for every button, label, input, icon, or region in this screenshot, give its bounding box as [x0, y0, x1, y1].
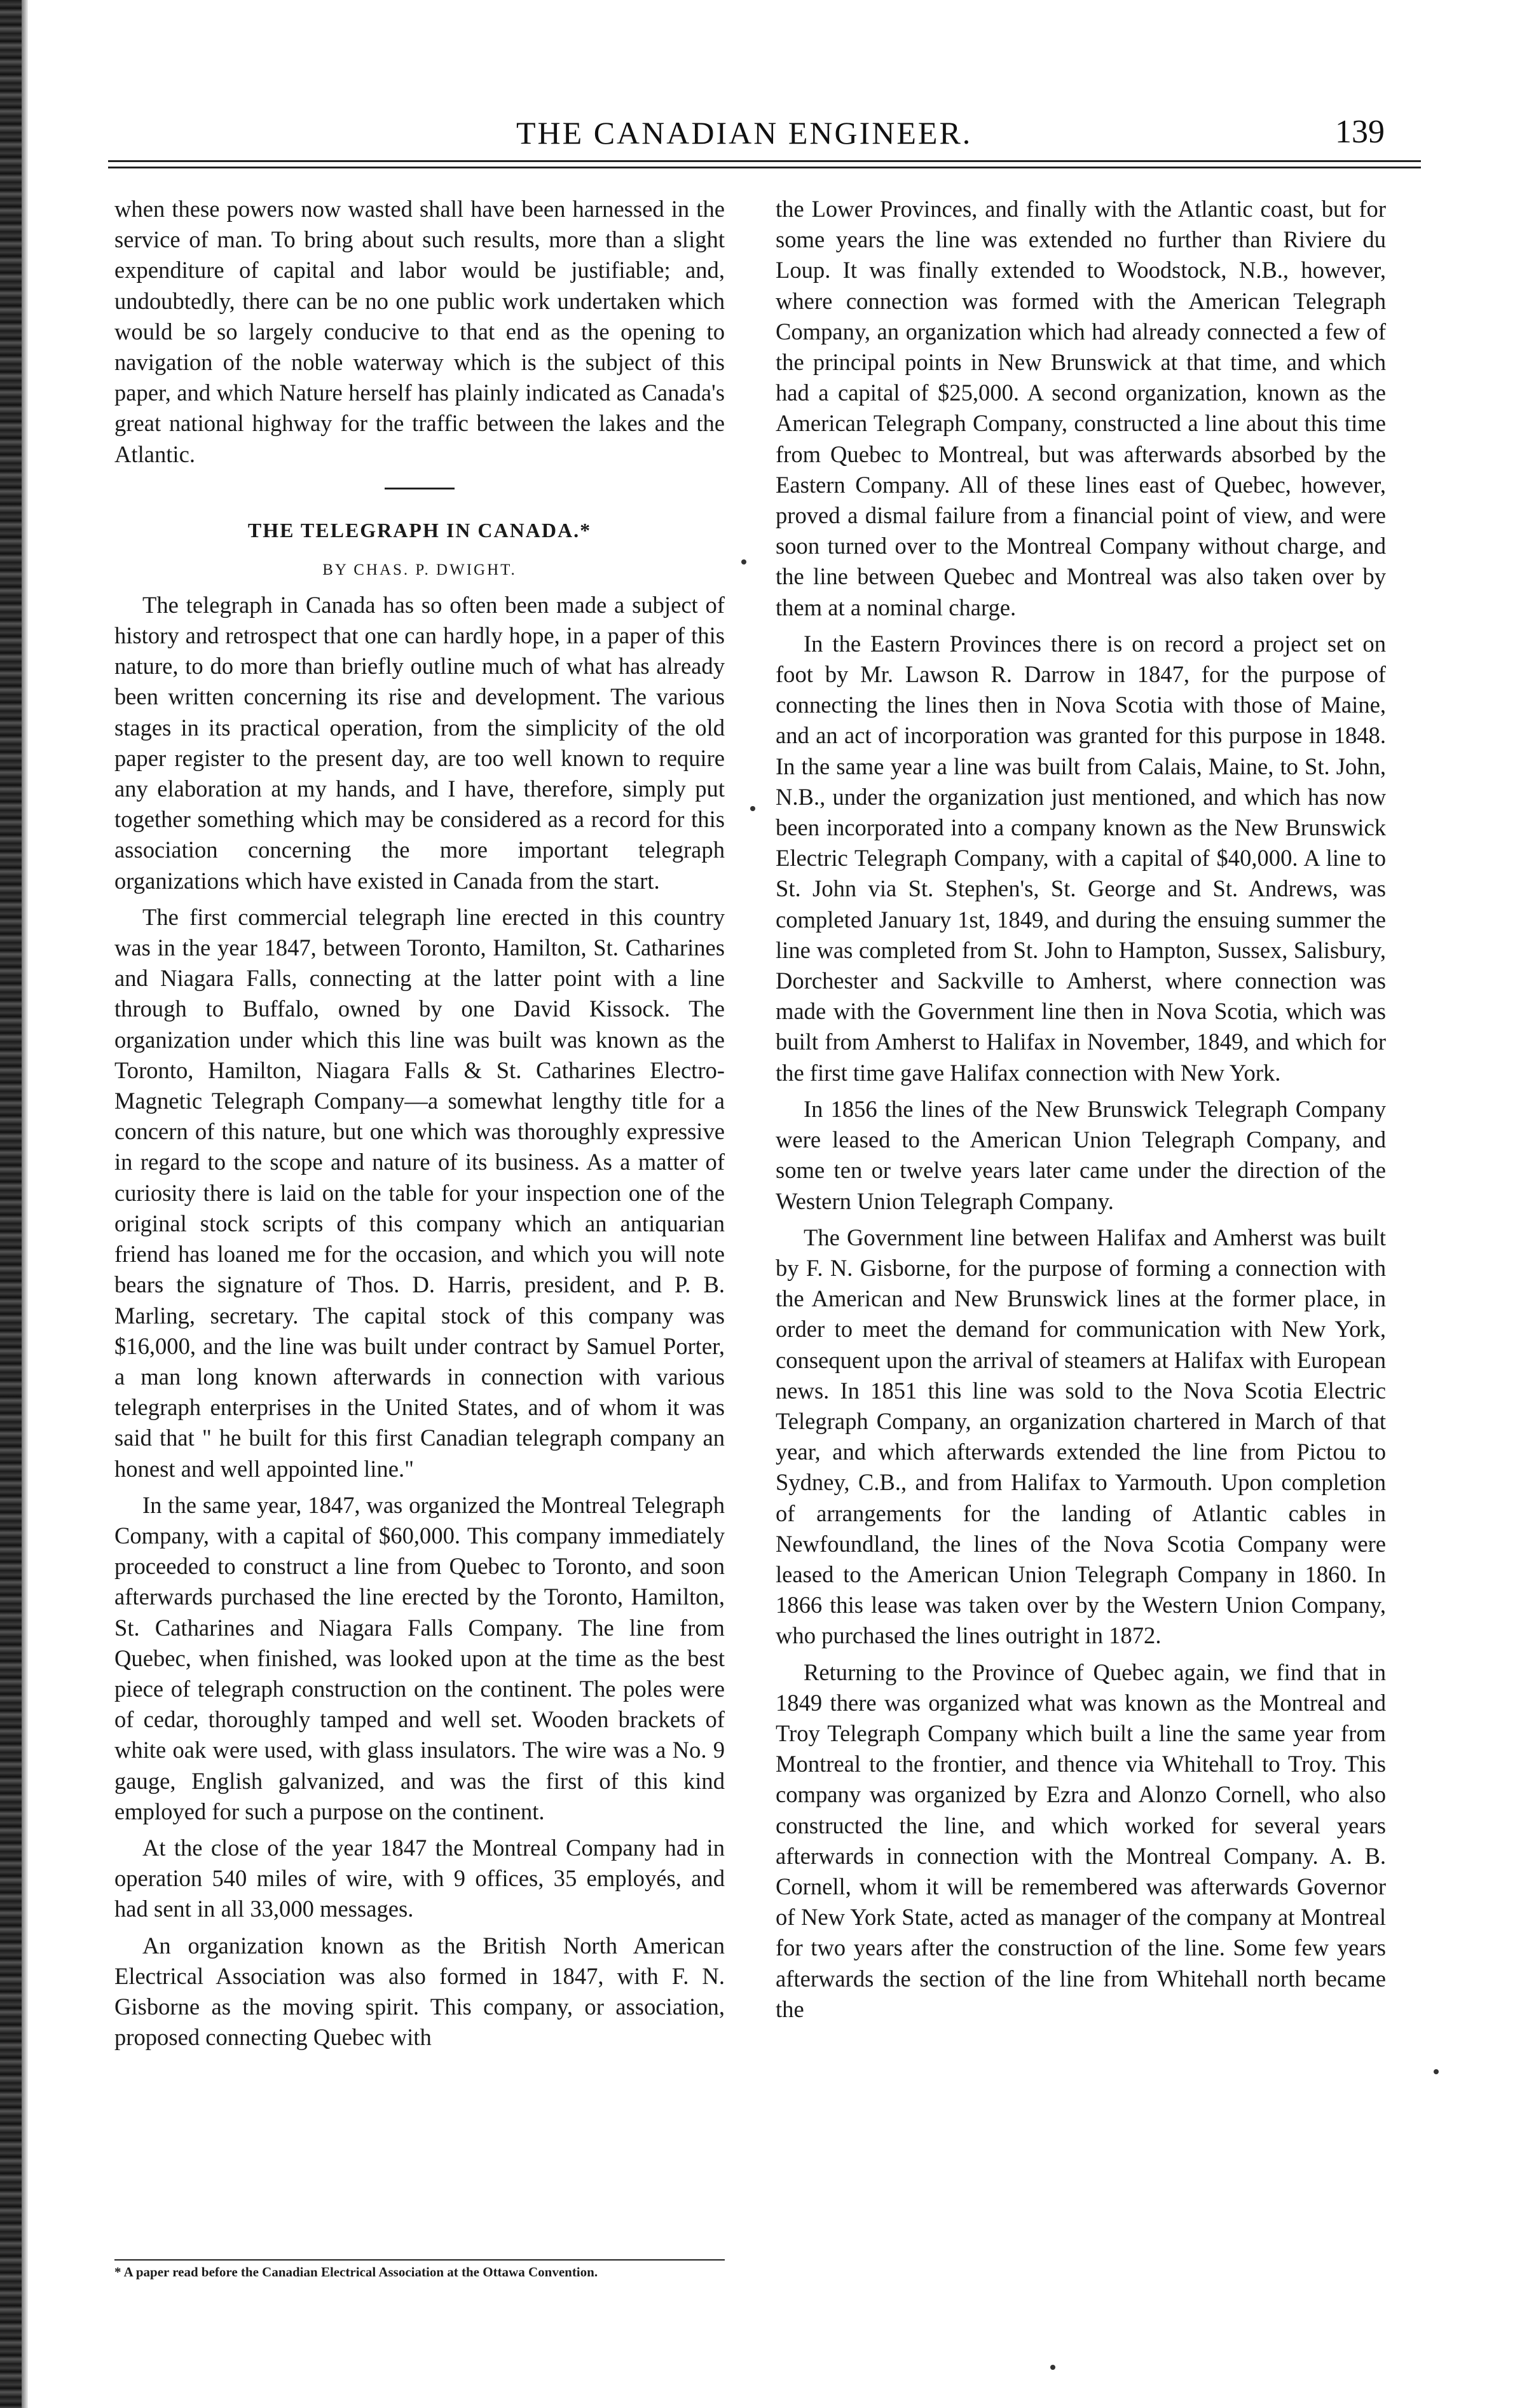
paragraph-intro: The telegraph in Canada has so often been made a subject of history and retrospect that one can hardly hope, in a paper of this nature, to do more than briefly outline much of what has already been written concerning its rise and development. The various stages in its practical operation, from the simplicity of the old paper register to the present day, are too well known to require any elaboration at my hands, and I have, therefore, simply put together something which may be considered as a record for this association concerning the more important telegraph organizations which have existed in Canada from the start. [114, 591, 725, 894]
page-number: 139 [1335, 114, 1385, 150]
running-title: THE CANADIAN ENGINEER. [516, 115, 973, 151]
left-column [114, 194, 725, 2053]
print-speck [1434, 2069, 1439, 2074]
article-byline: BY CHAS. P. DWIGHT. [322, 561, 517, 578]
header-rule-top [108, 160, 1421, 162]
scanned-page-edge [0, 0, 22, 2408]
paragraph-1856-lease: In 1856 the lines of the New Brunswick Telegraph Company were leased to the American Union Telegraph Company, and some ten or twelve years later came under the direction of the Western Union Telegraph Company. [776, 1095, 1386, 1214]
paragraph-british-north-american: An organization known as the British North American Electrical Association was also formed in 1847, with F. N. Gisborne as the moving spirit. This company, or association, proposed connecting Quebec with [114, 1932, 725, 2051]
section-divider [385, 488, 455, 489]
paragraph-1847-statistics: At the close of the year 1847 the Montreal Company had in operation 540 miles of wire, with 9 offices, 35 employés, and had sent in all 33,000 messages. [114, 1834, 725, 1922]
paragraph-montreal-company: In the same year, 1847, was organized the Montreal Telegraph Company, with a capital of $60,000. This company immediately proceeded to construct a line from Quebec to Toronto, and soon afterwards purchased the line erected by the Toronto, Hamilton, St. Catharines and Niagara Falls Company. The line from Quebec, when finished, was looked upon at the time as the best piece of telegraph construction on the continent. The poles were of cedar, thoroughly tamped and well set. Wooden brackets of white oak were used, with glass insulators. The wire was a No. 9 gauge, English galvanized, and was the first of this kind employed for such a purpose on the continent. [114, 1491, 725, 1824]
paragraph-eastern-provinces: In the Eastern Provinces there is on record a project set on foot by Mr. Lawson R. Darrow in 1847, for the purpose of connecting the lines then in Nova Scotia with those of Maine, and an act of incorporation was granted for this purpose in 1848. In the same year a line was built from Calais, Maine, to St. John, N.B., under the organization just mentioned, and which has now been incorporated into a company known as the New Brunswick Electric Telegraph Company, with a capital of $40,000. A line to St. John via St. Stephen's, St. George and St. Andrews, was completed January 1st, 1849, and during the ensuing summer the line was completed from St. John to Hampton, Sussex, Salisbury, Dorchester and Sackville to Amherst, where connection was made with the Government line then in Nova Scotia, which was built from Amherst to Halifax in November, 1849, and which for the first time gave Halifax connection with New York. [776, 630, 1386, 1086]
paragraph-government-line: The Government line between Halifax and Amherst was built by F. N. Gisborne, for the purpose of forming a connection with the American and New Brunswick lines at the former place, in order to meet the demand for communication with New York, consequent upon the arrival of steamers at Halifax with European news. In 1851 this line was sold to the Nova Scotia Electric Telegraph Company, an organization chartered in March of that year, and which afterwards extended the line from Pictou to Sydney, C.B., and from Halifax to Yarmouth. Upon completion of arrangements for the landing of Atlantic cables in Newfoundland, the lines of the Nova Scotia Company were leased to the American Union Telegraph Company in 1860. In 1866 this lease was taken over by the Western Union Company, who purchased the lines outright in 1872. [776, 1224, 1386, 1649]
right-column [776, 194, 1386, 2025]
paragraph-waterway-conclusion: when these powers now wasted shall have been harnessed in the service of man. To bring about such results, more than a slight expenditure of capital and labor would be justifiable; and, undoubtedly, there can be no one public work undertaken which would be so largely conducive to that end as the opening to navigation of the noble waterway which is the subject of this paper, and which Nature herself has plainly indicated as Canada's great national highway for the traffic between the lakes and the Atlantic. [114, 196, 725, 467]
print-speck [741, 559, 746, 564]
article-title: THE TELEGRAPH IN CANADA.* [247, 518, 592, 542]
footnote-rule [114, 2259, 725, 2261]
print-speck [750, 806, 755, 811]
page-edge-shadow [22, 0, 28, 2408]
footnote: * A paper read before the Canadian Electrical Association at the Ottawa Convention. [114, 2264, 598, 2280]
paragraph-lower-provinces: the Lower Provinces, and finally with the Atlantic coast, but for some years the line was extended no further than Riviere du Loup. It was finally extended to Woodstock, N.B., however, where connection was formed with the American Telegraph Company, an organization which had already connected a few of the principal points in New Brunswick at that time, and which had a capital of $25,000. A second organization, known as the American Telegraph Company, constructed a line about this time from Quebec to Montreal, but was afterwards absorbed by the Eastern Company. All of these lines east of Quebec, however, proved a dismal failure from a financial point of view, and were soon turned over to the Montreal Company without charge, and the line between Quebec and Montreal was also taken over by them at a nominal charge. [776, 196, 1386, 620]
paragraph-first-line: The first commercial telegraph line erected in this country was in the year 1847, between Toronto, Hamilton, St. Catharines and Niagara Falls, connecting at the latter point with a line through to Buffalo, owned by one David Kissock. The organization under which this line was built was known as the Toronto, Hamilton, Niagara Falls & St. Catharines Electro-Magnetic Telegraph Company—a somewhat lengthy title for a concern of this nature, but one which was thoroughly expressive in regard to the scope and nature of its business. As a matter of curiosity there is laid on the table for your inspection one of the original stock scripts of this company which an antiquarian friend has loaned me for the occasion, and which you will note bears the signature of Thos. D. Harris, president, and P. B. Marling, secretary. The capital stock of this company was $16,000, and the line was built under contract by Samuel Porter, a man long known afterwards in connection with various telegraph enterprises in the United States, and of whom it was said that " he built for this first Canadian telegraph company an honest and well appointed line." [114, 903, 725, 1482]
print-speck [1050, 2365, 1055, 2370]
header-rule-bottom [108, 167, 1421, 168]
paragraph-montreal-troy: Returning to the Province of Quebec again, we find that in 1849 there was organized what was known as the Montreal and Troy Telegraph Company which built a line the same year from Montreal to the frontier, and thence via Whitehall to Troy. This company was organized by Ezra and Alonzo Cornell, who also constructed the line, and which worked for several years afterwards in connection with the Montreal Company. A. B. Cornell, whom it will be remembered was afterwards Governor of New York State, acted as manager of the company at Montreal for two years after the construction of the line. Some few years afterwards the section of the line from Whitehall north became the [776, 1659, 1386, 2022]
